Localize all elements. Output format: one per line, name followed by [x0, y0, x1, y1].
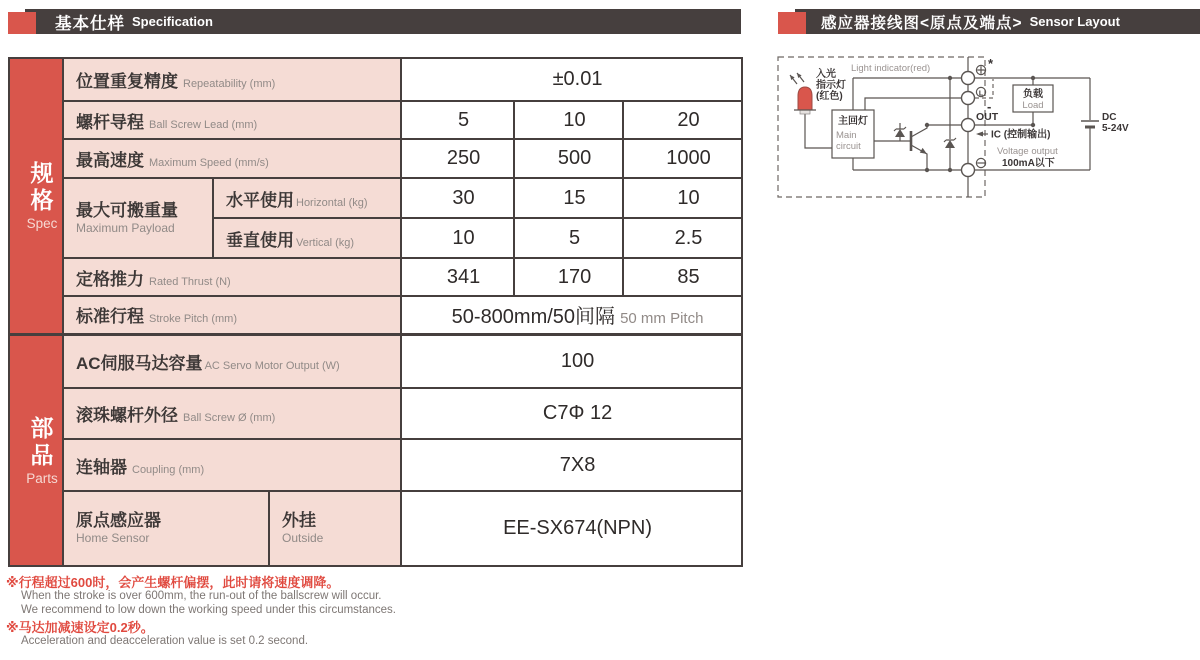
row-repeatability: [9, 58, 742, 101]
rated-thrust-v3: 85: [623, 258, 742, 296]
sidebar-parts-char1: 部: [30, 414, 54, 441]
ball-screw-dia-label: [63, 388, 401, 439]
horizontal-label-en: Horizontal (kg): [296, 196, 368, 209]
voltage-output-label: Voltage output: [997, 146, 1058, 157]
sidebar-parts: [9, 334, 63, 566]
load-box: [1013, 85, 1053, 112]
servo-label: [63, 334, 401, 388]
rated-thrust-label-zh: 定格推力: [76, 269, 144, 289]
spec-header-bar: [25, 9, 741, 34]
terminal-minus: [962, 164, 975, 177]
note-2-en-1: Acceleration and deacceleration value is set 0.2 second.: [21, 635, 309, 647]
l-symbol-icon: [976, 87, 985, 97]
sidebar-parts-en: Parts: [26, 470, 58, 486]
row-rated-thrust: [9, 258, 742, 296]
coupling-label: [63, 439, 401, 491]
home-sensor-label-en: Home Sensor: [76, 531, 150, 545]
horizontal-v2: 15: [514, 178, 623, 218]
svg-text:L: L: [978, 90, 984, 98]
light-in-label-1: 入光: [816, 69, 836, 80]
minus-symbol-icon: [976, 158, 985, 167]
main-circuit-en-2: circuit: [836, 141, 861, 152]
max-speed-label-zh: 最高速度: [76, 151, 144, 170]
current-limit-label: 100mA以下: [1002, 158, 1055, 169]
servo-value: 100: [401, 334, 742, 388]
row-max-speed: [9, 139, 742, 178]
horizontal-label: [213, 178, 401, 218]
sidebar-spec: [9, 58, 63, 334]
ball-screw-lead-v1: 5: [401, 101, 514, 139]
max-speed-v1: 250: [401, 139, 514, 178]
terminal-l: [962, 92, 975, 105]
spec-header-title-en: Specification: [132, 14, 213, 29]
stroke-value-zh: 50-800mm/50间隔: [451, 306, 616, 329]
stroke-label-zh: 标准行程: [76, 307, 144, 327]
repeatability-label: [63, 58, 401, 101]
ball-screw-lead-v3: 20: [623, 101, 742, 139]
repeatability-label-zh: 位置重复精度: [76, 72, 178, 91]
red-accent-chip: [778, 12, 806, 34]
sidebar-spec-char2: 格: [30, 187, 54, 214]
sidebar-spec-char1: 规: [30, 160, 54, 187]
row-coupling: [9, 439, 742, 491]
home-sensor-outside-en: Outside: [282, 531, 324, 545]
light-in-label-3: (红色): [816, 91, 843, 102]
horizontal-v3: 10: [623, 178, 742, 218]
terminal-plus: [962, 72, 975, 85]
row-payload-horizontal: [9, 178, 742, 218]
stroke-value: [401, 296, 742, 334]
sensor-wiring-diagram: [775, 50, 1200, 200]
coupling-label-en: Coupling (mm): [132, 463, 205, 476]
vertical-label-zh: 垂直使用: [226, 230, 294, 250]
home-sensor-label-zh: 原点感应器: [76, 511, 161, 530]
row-servo: [9, 334, 742, 388]
spec-header-title-zh: 基本仕样: [55, 14, 125, 33]
main-circuit-zh: 主回灯: [838, 116, 868, 127]
rated-thrust-label-en: Rated Thrust (N): [149, 275, 231, 288]
load-en: Load: [1022, 100, 1044, 111]
dc-label-2: 5-24V: [1102, 123, 1129, 134]
ball-screw-dia-value: C7Φ 12: [401, 388, 742, 439]
stroke-label-en: Stroke Pitch (mm): [149, 313, 238, 326]
ball-screw-lead-label: [63, 101, 401, 139]
footnotes: [6, 575, 726, 649]
sidebar-parts-char2: 品: [30, 441, 54, 468]
row-stroke: [9, 296, 742, 334]
red-accent-chip: [8, 12, 36, 34]
zener-diode-1-icon: [894, 123, 906, 141]
vertical-v2: 5: [514, 218, 623, 258]
rated-thrust-v2: 170: [514, 258, 623, 296]
horizontal-label-zh: 水平使用: [226, 190, 294, 210]
light-indicator-en-label: Light indicator(red): [851, 63, 931, 74]
note-1-en-1: When the stroke is over 600mm, the run-out of the ballscrew will occur.: [21, 590, 382, 602]
home-sensor-value: EE-SX674(NPN): [401, 491, 742, 566]
plus-symbol-icon: [976, 65, 985, 74]
sensor-header-bar: [795, 9, 1200, 34]
note-1-zh: ※行程超过600时，会产生螺杆偏摆，此时请将速度调降。: [6, 575, 340, 590]
row-home-sensor: [9, 491, 742, 566]
sensor-layout-section-header: [778, 9, 1200, 34]
ball-screw-dia-label-zh: 滚珠螺杆外径: [76, 406, 178, 425]
main-circuit-box: [832, 110, 874, 158]
row-ball-screw-lead: [9, 101, 742, 139]
ball-screw-lead-v2: 10: [514, 101, 623, 139]
ic-output-label: IC (控制输出): [991, 129, 1051, 141]
repeatability-value: ±0.01: [401, 58, 742, 101]
light-in-label-2: 指示灯: [816, 80, 846, 91]
ball-screw-lead-label-en: Ball Screw Lead (mm): [149, 118, 258, 131]
sensor-header-title-en: Sensor Layout: [1029, 14, 1120, 29]
coupling-label-zh: 连轴器: [76, 457, 127, 477]
terminal-out: [962, 119, 975, 132]
led-indicator-icon: [790, 73, 816, 114]
max-speed-label: [63, 139, 401, 178]
battery-icon: [1081, 121, 1099, 127]
note-2-zh: ※马达加减速设定0.2秒。: [6, 620, 154, 635]
transistor-icon: [911, 125, 927, 170]
minus-marker: -: [987, 99, 992, 114]
max-payload-label-zh: 最大可搬重量: [76, 200, 178, 220]
vertical-v3: 2.5: [623, 218, 742, 258]
spec-section-header: [8, 9, 741, 34]
load-zh: 负载: [1023, 89, 1043, 100]
servo-label-zh: AC伺服马达容量: [76, 353, 203, 373]
home-sensor-outside-zh: 外挂: [282, 511, 316, 530]
coupling-value: 7X8: [401, 439, 742, 491]
max-speed-label-en: Maximum Speed (mm/s): [149, 157, 269, 169]
ball-screw-lead-label-zh: 螺杆导程: [76, 112, 144, 132]
vertical-label-en: Vertical (kg): [296, 236, 355, 249]
note-1-en-2: We recommend to low down the working speed under this circumstances.: [21, 603, 396, 616]
max-payload-label: [63, 178, 213, 258]
zener-diode-2-icon: [944, 78, 956, 170]
max-speed-v3: 1000: [623, 139, 742, 178]
vertical-v1: 10: [401, 218, 514, 258]
max-speed-v2: 500: [514, 139, 623, 178]
horizontal-v1: 30: [401, 178, 514, 218]
star-marker: *: [988, 56, 994, 71]
servo-label-en: AC Servo Motor Output (W): [204, 359, 340, 372]
stroke-label: [63, 296, 401, 334]
vertical-label: [213, 218, 401, 258]
repeatability-label-en: Repeatability (mm): [183, 78, 276, 90]
dc-label-1: DC: [1102, 112, 1117, 123]
sidebar-spec-en: Spec: [26, 216, 58, 232]
specification-table: [8, 57, 743, 567]
rated-thrust-v1: 341: [401, 258, 514, 296]
ic-arrow-icon: [976, 132, 988, 137]
ball-screw-dia-label-en: Ball Screw Ø (mm): [183, 412, 276, 424]
rated-thrust-label: [63, 258, 401, 296]
max-payload-label-en: Maximum Payload: [76, 220, 175, 235]
row-ball-screw-dia: [9, 388, 742, 439]
out-terminal-label: OUT: [976, 111, 999, 123]
main-circuit-en-1: Main: [836, 130, 857, 141]
stroke-value-en: 50 mm Pitch: [620, 310, 704, 328]
home-sensor-label: [63, 491, 269, 566]
home-sensor-outside-label: [269, 491, 401, 566]
sensor-header-title-zh: 感应器接线图<原点及端点>: [821, 14, 1023, 32]
